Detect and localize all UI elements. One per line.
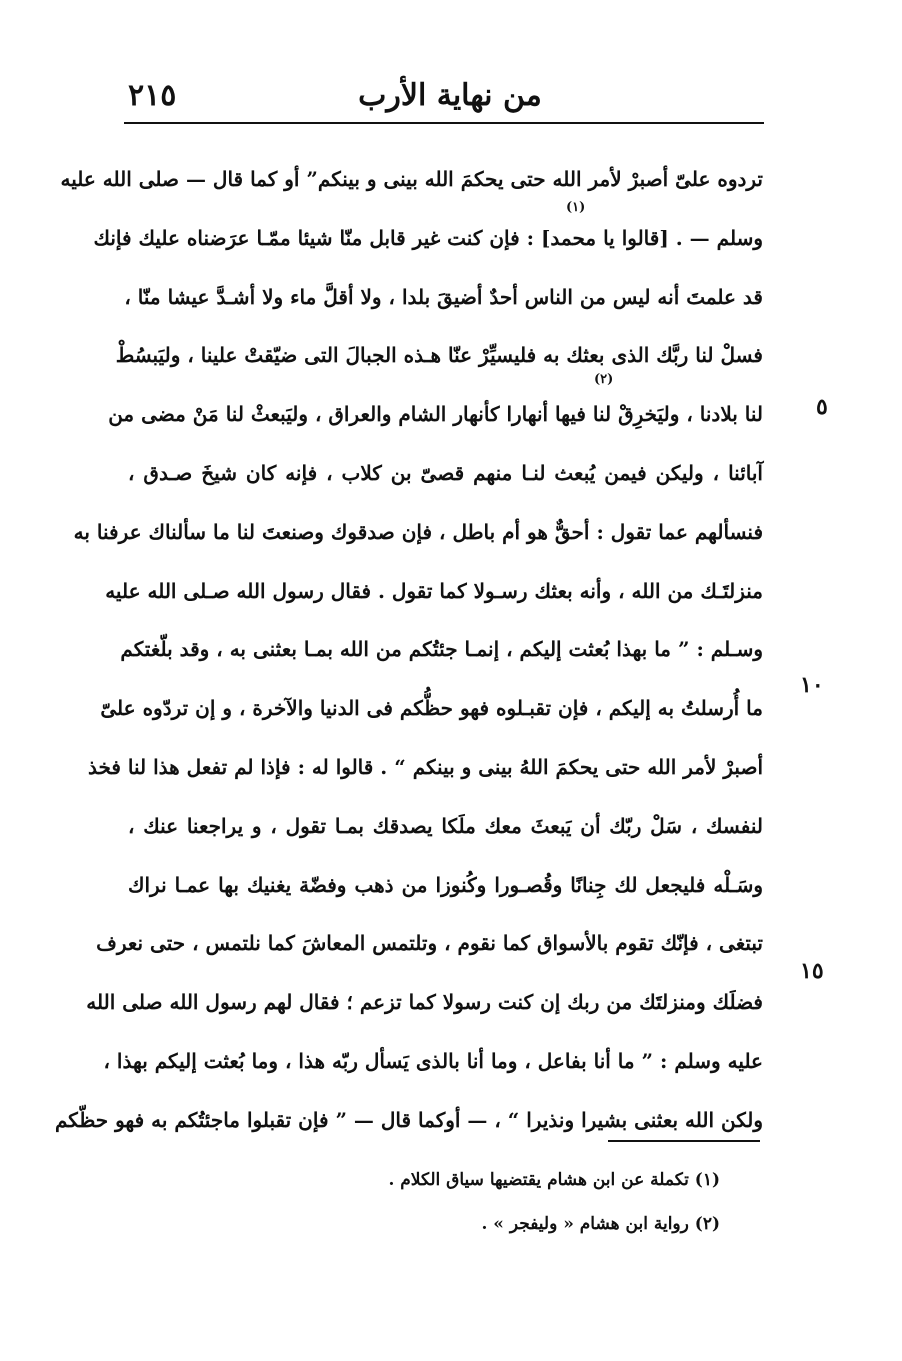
footnote-rule — [608, 1140, 760, 1142]
text-line: أصبرْ لأمر الله حتى يحكمَ اللهُ بينى و بينكم “ . قالوا له : فإذا لم تفعل هذا لنا فخذ — [88, 754, 763, 779]
text-line: فسلْ لنا ربَّك الذى بعثك به فليسيِّرْ عنّا هـذه الجبالَ التى ضيّقتْ علينا ، وليَبسُطْ — [115, 343, 763, 368]
footnote-marker-1: (١) — [566, 200, 586, 215]
footnote-text: تكملة عن ابن هشام يقتضيها سياق الكلام . — [388, 1170, 689, 1190]
footnote — [380, 1164, 720, 1208]
text-line: وسـلم : ” ما بهذا بُعثت إليكم ، إنمـا جئتُكم من الله بمـا بعثنى به ، وقد بلّغتكم — [120, 637, 763, 662]
text-line: قد علمتَ أنه ليس من الناس أحدٌ أضيقَ بلدا ، ولا أقلَّ ماء ولا أشـدَّ عيشا منّا ، — [124, 284, 763, 309]
footnote-text: رواية ابن هشام « وليفجر » . — [481, 1214, 689, 1234]
line-number-15: ١٥ — [800, 958, 824, 984]
text-line: وسَـلْه فليجعل لك جِنانًا وقُصـورا وكُنوزا من ذهب وفضّة يغنيك بها عمـا نراك — [128, 872, 763, 897]
line-number-10: ١٠ — [800, 672, 824, 698]
line-number-5: ٥ — [816, 394, 828, 420]
footnotes — [380, 1164, 720, 1252]
body-text — [55, 150, 763, 1150]
footnote-marker-2: (٢) — [594, 372, 614, 387]
text-line: تبتغى ، فإنّك تقوم بالأسواق كما نقوم ، وتلتمس المعاشَ كما نلتمس ، حتى نعرف — [96, 931, 763, 956]
text-line: ولكن الله بعثنى بشيرا ونذيرا “ ، — أوكما قال — ” فإن تقبلوا ماجئتُكم به فهو حظّكم — [55, 1107, 763, 1132]
text-line: لنفسك ، سَلْ ربّك أن يَبعثَ معك ملَكا يصدقك بمـا تقول ، و يراجعنا عنك ، — [128, 813, 763, 838]
text-line: تردوه علىّ أصبرْ لأمر الله حتى يحكمَ الله بينى و بينكم” أو كما قال — صلى الله عليه — [60, 167, 763, 191]
text-line: عليه وسلم : ” ما أنا بفاعل ، وما أنا بالذى يَسأل ربّه هذا ، وما بُعثت إليكم بهذا ، — [103, 1048, 763, 1073]
footnote — [380, 1208, 720, 1252]
text-line: منزلتَـك من الله ، وأنه بعثك رسـولا كما تقول . فقال رسول الله صـلى الله عليه — [105, 578, 763, 603]
text-line: فنسألهم عما تقول : أحقٌّ هو أم باطل ، فإن صدقوك وصنعتَ لنا ما سألناك عرفنا به — [73, 519, 763, 544]
header-rule — [124, 122, 764, 124]
text-line: آبائنا ، وليكن فيمن يُبعث لنـا منهم قصىّ بن كلاب ، فإنه كان شيخَ صـدق ، — [128, 460, 763, 485]
text-line: ما أُرسلتُ به إليكم ، فإن تقبـلوه فهو حظُّكم فى الدنيا والآخرة ، و إن تردّوه علىّ — [100, 696, 763, 721]
text-line: وسلم — . [قالوا يا محمد] : فإن كنت غير قابل منّا شيئا ممّـا عرَضناه عليك فإنك — [93, 225, 763, 250]
footnote-number: (٢) — [694, 1214, 720, 1234]
page-number: ٢١٥ — [128, 78, 177, 113]
running-header: من نهاية الأرب — [358, 78, 542, 113]
text-line: فضلَك ومنزلتَك من ربك إن كنت رسولا كما تزعم ؛ فقال لهم رسول الله صلى الله — [86, 990, 763, 1015]
text-line: لنا بلادنا ، وليَخرِقْ لنا فيها أنهارا كأنهار الشام والعراق ، وليَبعثْ لنا مَنْ مضى من — [108, 402, 763, 427]
footnote-number: (١) — [694, 1170, 720, 1190]
